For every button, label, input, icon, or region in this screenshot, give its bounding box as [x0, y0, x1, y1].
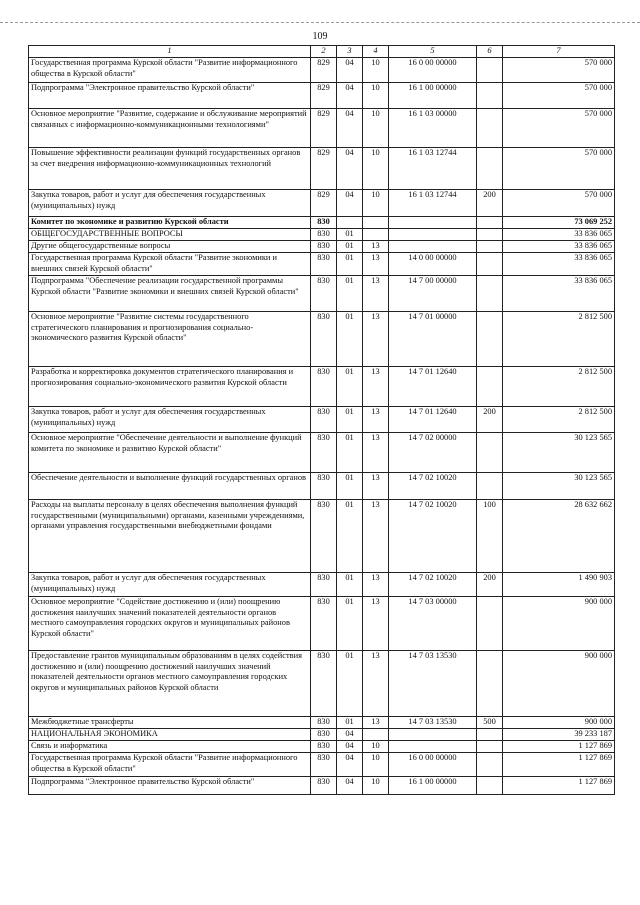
table-row — [29, 597, 615, 651]
target-article-cell: 16 0 00 00000 — [389, 753, 477, 777]
section-cell: 01 — [337, 367, 363, 407]
target-article-cell: 14 7 02 10020 — [389, 500, 477, 573]
target-article-cell: 16 1 03 12744 — [389, 148, 477, 190]
row-name-cell: Межбюджетные трансферты — [29, 717, 311, 729]
section-cell: 01 — [337, 433, 363, 473]
subsection-cell: 10 — [363, 58, 389, 83]
table-row — [29, 473, 615, 500]
row-name-cell: Повышение эффективности реализации функций государственных органов за счет внедрения информационно-коммуникационных технологий — [29, 148, 311, 190]
subsection-cell: 10 — [363, 148, 389, 190]
table-row — [29, 276, 615, 312]
table-row — [29, 777, 615, 795]
expense-type-cell — [477, 312, 503, 367]
expense-type-cell — [477, 741, 503, 753]
header-cell: 6 — [477, 46, 503, 58]
amount-cell: 1 490 903 — [503, 573, 615, 597]
row-name-cell: Государственная программа Курской области "Развитие информационного общества в Курской области" — [29, 58, 311, 83]
page-number: 109 — [312, 31, 328, 42]
subsection-cell — [363, 229, 389, 241]
table-row — [29, 109, 615, 148]
row-name-cell: Подпрограмма "Электронное правительство Курской области" — [29, 83, 311, 109]
admin-code-cell: 829 — [311, 148, 337, 190]
expense-type-cell: 500 — [477, 717, 503, 729]
admin-code-cell: 830 — [311, 407, 337, 433]
target-article-cell: 14 7 02 10020 — [389, 573, 477, 597]
target-article-cell: 16 1 00 00000 — [389, 777, 477, 795]
header-cell: 7 — [503, 46, 615, 58]
table-row — [29, 753, 615, 777]
expense-type-cell — [477, 597, 503, 651]
subsection-cell — [363, 729, 389, 741]
section-cell: 04 — [337, 753, 363, 777]
admin-code-cell: 830 — [311, 217, 337, 229]
section-cell: 01 — [337, 229, 363, 241]
subsection-cell: 13 — [363, 253, 389, 276]
row-name-cell: Основное мероприятие "Развитие системы государственного стратегического планирования и прогнозирования социально-экономического развития Курской области" — [29, 312, 311, 367]
table-row — [29, 148, 615, 190]
target-article-cell: 16 0 00 00000 — [389, 58, 477, 83]
admin-code-cell: 830 — [311, 229, 337, 241]
admin-code-cell: 830 — [311, 777, 337, 795]
target-article-cell — [389, 729, 477, 741]
amount-cell: 900 000 — [503, 597, 615, 651]
expense-type-cell: 100 — [477, 500, 503, 573]
row-name-cell: Связь и информатика — [29, 741, 311, 753]
subsection-cell: 13 — [363, 500, 389, 573]
expense-type-cell — [477, 109, 503, 148]
amount-cell: 1 127 869 — [503, 777, 615, 795]
expense-type-cell — [477, 753, 503, 777]
subsection-cell: 13 — [363, 312, 389, 367]
row-name-cell: НАЦИОНАЛЬНАЯ ЭКОНОМИКА — [29, 729, 311, 741]
expense-type-cell — [477, 58, 503, 83]
amount-cell: 900 000 — [503, 717, 615, 729]
table-row — [29, 217, 615, 229]
table-row — [29, 433, 615, 473]
subsection-cell: 13 — [363, 367, 389, 407]
amount-cell: 33 836 065 — [503, 276, 615, 312]
section-cell: 04 — [337, 729, 363, 741]
row-name-cell: Подпрограмма "Электронное правительство Курской области" — [29, 777, 311, 795]
subsection-cell: 13 — [363, 717, 389, 729]
header-cell: 1 — [29, 46, 311, 58]
admin-code-cell: 830 — [311, 473, 337, 500]
row-name-cell: Разработка и корректировка документов стратегического планирования и прогнозирования социально-экономического развития Курской области — [29, 367, 311, 407]
row-name-cell: Государственная программа Курской области "Развитие информационного общества в Курской области" — [29, 753, 311, 777]
target-article-cell: 14 7 02 00000 — [389, 433, 477, 473]
amount-cell: 570 000 — [503, 190, 615, 217]
admin-code-cell: 829 — [311, 190, 337, 217]
table-row — [29, 573, 615, 597]
table-row — [29, 312, 615, 367]
table-row — [29, 407, 615, 433]
target-article-cell: 14 7 00 00000 — [389, 276, 477, 312]
expense-type-cell: 200 — [477, 190, 503, 217]
expense-type-cell — [477, 253, 503, 276]
admin-code-cell: 829 — [311, 109, 337, 148]
expense-type-cell — [477, 83, 503, 109]
target-article-cell: 16 1 03 00000 — [389, 109, 477, 148]
subsection-cell: 13 — [363, 473, 389, 500]
row-name-cell: Предоставление грантов муниципальным образованиям в целях содействия достижению и (или) поощрению достижений наилучших значений показателей деятельности органов местного самоуправления городских округов и муниципальных районов Курской области — [29, 651, 311, 717]
expense-type-cell — [477, 367, 503, 407]
row-name-cell: Основное мероприятие "Содействие достижению и (или) поощрению достижения наилучших значений показателей деятельности органов местного самоуправления городских округов и муниципальных районов Курской области" — [29, 597, 311, 651]
admin-code-cell: 830 — [311, 729, 337, 741]
amount-cell: 33 836 065 — [503, 253, 615, 276]
table-row — [29, 241, 615, 253]
amount-cell: 2 812 500 — [503, 367, 615, 407]
table-row — [29, 58, 615, 83]
target-article-cell — [389, 741, 477, 753]
subsection-cell: 13 — [363, 651, 389, 717]
amount-cell: 33 836 065 — [503, 241, 615, 253]
section-cell: 04 — [337, 109, 363, 148]
subsection-cell: 10 — [363, 777, 389, 795]
expense-type-cell — [477, 433, 503, 473]
admin-code-cell: 830 — [311, 753, 337, 777]
subsection-cell: 13 — [363, 597, 389, 651]
subsection-cell: 13 — [363, 276, 389, 312]
section-cell: 01 — [337, 500, 363, 573]
table-row — [29, 741, 615, 753]
target-article-cell: 14 7 01 12640 — [389, 407, 477, 433]
section-cell: 01 — [337, 276, 363, 312]
admin-code-cell: 829 — [311, 83, 337, 109]
row-name-cell: Основное мероприятие "Обеспечение деятельности и выполнение функций комитета по экономике и развитию Курской области" — [29, 433, 311, 473]
row-name-cell: Закупка товаров, работ и услуг для обеспечения государственных (муниципальных) нужд — [29, 407, 311, 433]
row-name-cell: Государственная программа Курской области "Развитие экономики и внешних связей Курской области" — [29, 253, 311, 276]
subsection-cell: 13 — [363, 433, 389, 473]
admin-code-cell: 830 — [311, 312, 337, 367]
expense-type-cell — [477, 217, 503, 229]
expense-type-cell — [477, 651, 503, 717]
section-cell: 01 — [337, 651, 363, 717]
section-cell: 01 — [337, 473, 363, 500]
admin-code-cell: 830 — [311, 573, 337, 597]
row-name-cell: Основное мероприятие "Развитие, содержание и обслуживание мероприятий связанных с информационно-коммуникационными технологиями" — [29, 109, 311, 148]
row-name-cell: Закупка товаров, работ и услуг для обеспечения государственных (муниципальных) нужд — [29, 190, 311, 217]
section-cell: 01 — [337, 312, 363, 367]
target-article-cell: 14 7 03 13530 — [389, 717, 477, 729]
target-article-cell — [389, 241, 477, 253]
section-cell: 04 — [337, 83, 363, 109]
amount-cell: 39 233 187 — [503, 729, 615, 741]
target-article-cell: 16 1 03 12744 — [389, 190, 477, 217]
amount-cell: 1 127 869 — [503, 741, 615, 753]
admin-code-cell: 830 — [311, 500, 337, 573]
amount-cell: 30 123 565 — [503, 433, 615, 473]
row-name-cell: Подпрограмма "Обеспечение реализации государственной программы Курской области "Развитие экономики и внешних связей Курской области" — [29, 276, 311, 312]
section-cell: 04 — [337, 190, 363, 217]
expense-type-cell: 200 — [477, 573, 503, 597]
amount-cell: 570 000 — [503, 83, 615, 109]
target-article-cell: 14 7 02 10020 — [389, 473, 477, 500]
target-article-cell — [389, 229, 477, 241]
expense-type-cell — [477, 777, 503, 795]
admin-code-cell: 830 — [311, 741, 337, 753]
row-name-cell: Комитет по экономике и развитию Курской области — [29, 217, 311, 229]
expense-type-cell — [477, 241, 503, 253]
table-row — [29, 729, 615, 741]
target-article-cell: 14 7 03 13530 — [389, 651, 477, 717]
subsection-cell: 10 — [363, 109, 389, 148]
target-article-cell: 16 1 00 00000 — [389, 83, 477, 109]
table-row — [29, 500, 615, 573]
admin-code-cell: 830 — [311, 253, 337, 276]
subsection-cell: 13 — [363, 407, 389, 433]
section-cell: 04 — [337, 741, 363, 753]
target-article-cell — [389, 217, 477, 229]
header-cell: 4 — [363, 46, 389, 58]
table-row — [29, 229, 615, 241]
expense-type-cell — [477, 229, 503, 241]
expense-type-cell — [477, 276, 503, 312]
section-cell: 01 — [337, 407, 363, 433]
amount-cell: 570 000 — [503, 58, 615, 83]
amount-cell: 570 000 — [503, 148, 615, 190]
admin-code-cell: 830 — [311, 651, 337, 717]
amount-cell: 28 632 662 — [503, 500, 615, 573]
section-cell — [337, 217, 363, 229]
row-name-cell: Расходы на выплаты персоналу в целях обеспечения выполнения функций государственными (муниципальными) органами, казенными учреждениями, органами управления государственными внебюджетными фондами — [29, 500, 311, 573]
admin-code-cell: 830 — [311, 367, 337, 407]
section-cell: 01 — [337, 717, 363, 729]
section-cell: 01 — [337, 597, 363, 651]
table-row — [29, 83, 615, 109]
section-cell: 01 — [337, 573, 363, 597]
admin-code-cell: 830 — [311, 433, 337, 473]
amount-cell: 2 812 500 — [503, 312, 615, 367]
amount-cell: 30 123 565 — [503, 473, 615, 500]
target-article-cell: 14 7 03 00000 — [389, 597, 477, 651]
amount-cell: 73 069 252 — [503, 217, 615, 229]
admin-code-cell: 830 — [311, 717, 337, 729]
amount-cell: 570 000 — [503, 109, 615, 148]
table-row — [29, 717, 615, 729]
subsection-cell: 10 — [363, 741, 389, 753]
section-cell: 04 — [337, 777, 363, 795]
header-row — [29, 46, 615, 58]
row-name-cell: Закупка товаров, работ и услуг для обеспечения государственных (муниципальных) нужд — [29, 573, 311, 597]
admin-code-cell: 829 — [311, 58, 337, 83]
row-name-cell: Обеспечение деятельности и выполнение функций государственных органов — [29, 473, 311, 500]
admin-code-cell: 830 — [311, 241, 337, 253]
subsection-cell: 13 — [363, 241, 389, 253]
table-row — [29, 190, 615, 217]
amount-cell: 900 000 — [503, 651, 615, 717]
amount-cell: 33 836 065 — [503, 229, 615, 241]
row-name-cell: Другие общегосударственные вопросы — [29, 241, 311, 253]
header-cell: 5 — [389, 46, 477, 58]
subsection-cell: 10 — [363, 753, 389, 777]
top-rule — [0, 22, 640, 23]
row-name-cell: ОБЩЕГОСУДАРСТВЕННЫЕ ВОПРОСЫ — [29, 229, 311, 241]
section-cell: 04 — [337, 148, 363, 190]
table-row — [29, 367, 615, 407]
subsection-cell — [363, 217, 389, 229]
target-article-cell: 14 7 01 12640 — [389, 367, 477, 407]
amount-cell: 1 127 869 — [503, 753, 615, 777]
amount-cell: 2 812 500 — [503, 407, 615, 433]
expense-type-cell: 200 — [477, 407, 503, 433]
subsection-cell: 10 — [363, 190, 389, 217]
expense-type-cell — [477, 148, 503, 190]
admin-code-cell: 830 — [311, 276, 337, 312]
table-row — [29, 253, 615, 276]
header-cell: 3 — [337, 46, 363, 58]
expense-type-cell — [477, 473, 503, 500]
section-cell: 04 — [337, 58, 363, 83]
budget-table — [28, 45, 615, 795]
section-cell: 01 — [337, 241, 363, 253]
target-article-cell: 14 7 01 00000 — [389, 312, 477, 367]
section-cell: 01 — [337, 253, 363, 276]
header-cell: 2 — [311, 46, 337, 58]
subsection-cell: 13 — [363, 573, 389, 597]
subsection-cell: 10 — [363, 83, 389, 109]
table-row — [29, 651, 615, 717]
target-article-cell: 14 0 00 00000 — [389, 253, 477, 276]
admin-code-cell: 830 — [311, 597, 337, 651]
expense-type-cell — [477, 729, 503, 741]
